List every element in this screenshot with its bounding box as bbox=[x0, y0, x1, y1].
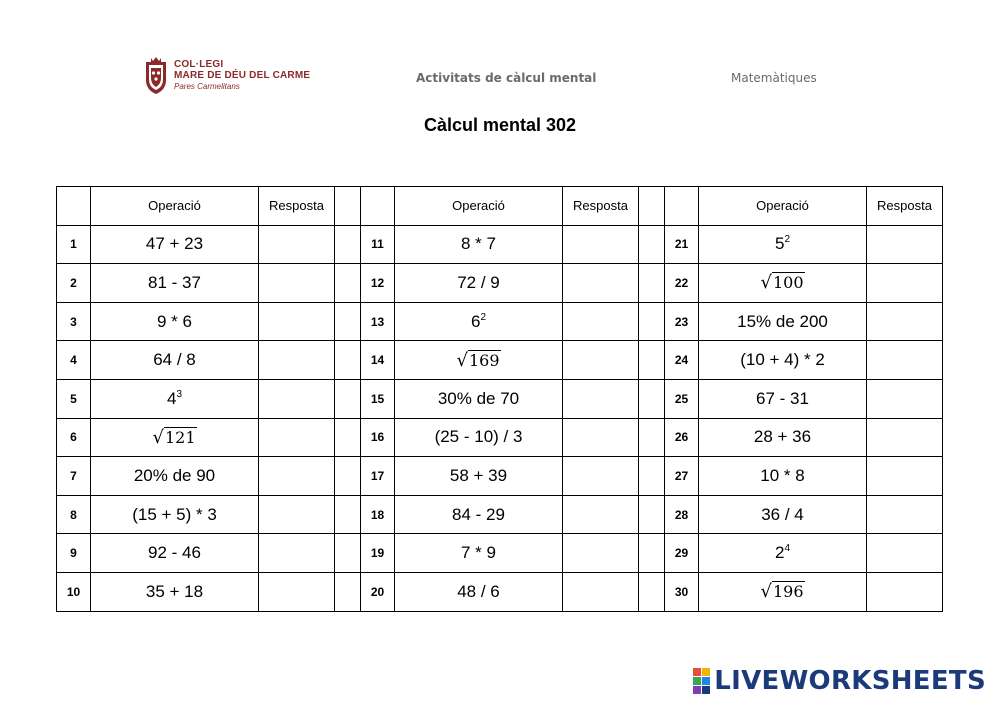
operation-text: 5 bbox=[774, 234, 785, 254]
subject-label: Matemàtiques bbox=[731, 71, 817, 85]
answer-cell[interactable] bbox=[259, 418, 335, 457]
exercise-operation bbox=[699, 379, 867, 418]
column-gap bbox=[335, 534, 361, 573]
exercise-operation bbox=[91, 379, 259, 418]
exercise-number: 26 bbox=[665, 418, 699, 457]
operation-text: 35 + 18 bbox=[145, 581, 204, 601]
exercise-number: 2 bbox=[57, 264, 91, 303]
exercise-number: 19 bbox=[361, 534, 395, 573]
column-gap bbox=[639, 495, 665, 534]
exercise-number: 25 bbox=[665, 379, 699, 418]
operation-text: 20% de 90 bbox=[133, 465, 216, 485]
exercise-operation bbox=[699, 457, 867, 496]
column-gap bbox=[639, 187, 665, 226]
answer-cell[interactable] bbox=[259, 341, 335, 380]
liveworksheets-text: LIVEWORKSHEETS bbox=[714, 666, 986, 696]
exponent: 2 bbox=[784, 234, 791, 246]
exercise-number: 15 bbox=[361, 379, 395, 418]
answer-cell[interactable] bbox=[563, 572, 639, 611]
header-number-cell bbox=[665, 187, 699, 226]
liveworksheets-watermark bbox=[693, 666, 986, 696]
header-answer: Resposta bbox=[867, 187, 943, 226]
header-number-cell bbox=[57, 187, 91, 226]
table-row bbox=[57, 302, 943, 341]
exercise-number: 3 bbox=[57, 302, 91, 341]
answer-cell[interactable] bbox=[867, 418, 943, 457]
column-gap bbox=[335, 302, 361, 341]
operation-text: 6 bbox=[470, 311, 481, 331]
header-number-cell bbox=[361, 187, 395, 226]
exercise-number: 8 bbox=[57, 495, 91, 534]
operation-text: 4 bbox=[166, 388, 177, 408]
school-name-line1: COL·LEGI bbox=[174, 59, 224, 70]
answer-cell[interactable] bbox=[867, 225, 943, 264]
answer-cell[interactable] bbox=[867, 341, 943, 380]
operation-text: 64 / 8 bbox=[153, 350, 196, 370]
exercise-operation bbox=[91, 341, 259, 380]
answer-cell[interactable] bbox=[867, 457, 943, 496]
square-root-expression bbox=[760, 582, 804, 601]
exercise-operation bbox=[91, 457, 259, 496]
answer-cell[interactable] bbox=[563, 457, 639, 496]
column-gap bbox=[639, 264, 665, 303]
radical-icon: √ bbox=[456, 349, 468, 371]
answer-cell[interactable] bbox=[867, 379, 943, 418]
exercise-operation bbox=[699, 534, 867, 573]
exercise-operation bbox=[91, 418, 259, 457]
exercise-operation bbox=[699, 264, 867, 303]
school-name-line2: MARE DE DÉU DEL CARME bbox=[174, 70, 311, 81]
answer-cell[interactable] bbox=[563, 225, 639, 264]
exercise-operation bbox=[699, 418, 867, 457]
operation-text: 2 bbox=[774, 543, 785, 563]
exponent: 4 bbox=[784, 543, 791, 555]
answer-cell[interactable] bbox=[867, 495, 943, 534]
column-gap bbox=[639, 341, 665, 380]
exercise-number: 9 bbox=[57, 534, 91, 573]
square-root-expression bbox=[152, 428, 196, 447]
answer-cell[interactable] bbox=[259, 495, 335, 534]
table-row bbox=[57, 341, 943, 380]
exercise-operation bbox=[395, 534, 563, 573]
header-operation: Operació bbox=[395, 187, 563, 226]
operation-text: 9 * 6 bbox=[157, 311, 192, 331]
operation-text: 28 + 36 bbox=[753, 427, 812, 447]
exponent: 2 bbox=[480, 311, 487, 323]
operation-text: 36 / 4 bbox=[761, 504, 804, 524]
answer-cell[interactable] bbox=[563, 264, 639, 303]
operation-text: 58 + 39 bbox=[449, 465, 508, 485]
column-gap bbox=[639, 379, 665, 418]
answer-cell[interactable] bbox=[259, 225, 335, 264]
column-gap bbox=[335, 495, 361, 534]
exercise-operation bbox=[395, 264, 563, 303]
operation-text: 7 * 9 bbox=[461, 543, 496, 563]
operation-text: 10 * 8 bbox=[760, 465, 805, 485]
exercise-operation bbox=[395, 302, 563, 341]
answer-cell[interactable] bbox=[867, 264, 943, 303]
exercise-number: 29 bbox=[665, 534, 699, 573]
exercise-operation bbox=[395, 225, 563, 264]
exercise-number: 4 bbox=[57, 341, 91, 380]
exercise-operation bbox=[699, 572, 867, 611]
exercise-operation bbox=[91, 572, 259, 611]
answer-cell[interactable] bbox=[259, 379, 335, 418]
answer-cell[interactable] bbox=[563, 302, 639, 341]
operation-text: (15 + 5) * 3 bbox=[132, 504, 217, 524]
column-gap bbox=[335, 418, 361, 457]
column-gap bbox=[335, 341, 361, 380]
operation-text: 67 - 31 bbox=[756, 388, 809, 408]
exercise-number: 5 bbox=[57, 379, 91, 418]
answer-cell[interactable] bbox=[259, 302, 335, 341]
answer-cell[interactable] bbox=[563, 418, 639, 457]
exercise-operation bbox=[91, 534, 259, 573]
table-row bbox=[57, 457, 943, 496]
exercise-operation bbox=[699, 302, 867, 341]
operation-text: 84 - 29 bbox=[452, 504, 505, 524]
column-gap bbox=[335, 264, 361, 303]
column-gap bbox=[335, 379, 361, 418]
exercise-operation bbox=[395, 418, 563, 457]
answer-cell[interactable] bbox=[563, 379, 639, 418]
table-row bbox=[57, 225, 943, 264]
operation-text: 48 / 6 bbox=[457, 581, 500, 601]
answer-cell[interactable] bbox=[867, 534, 943, 573]
operation-text: (25 - 10) / 3 bbox=[434, 427, 523, 447]
exercise-operation bbox=[91, 302, 259, 341]
table-row bbox=[57, 534, 943, 573]
document-header bbox=[143, 56, 843, 100]
square-root-expression bbox=[456, 351, 500, 370]
operation-text: 15% de 200 bbox=[737, 311, 828, 331]
exponent: 3 bbox=[176, 388, 183, 400]
table-row bbox=[57, 264, 943, 303]
operation-text: 47 + 23 bbox=[145, 234, 204, 254]
operation-text: 72 / 9 bbox=[457, 272, 500, 292]
radical-icon: √ bbox=[760, 272, 772, 294]
column-gap bbox=[639, 302, 665, 341]
exercise-number: 11 bbox=[361, 225, 395, 264]
column-gap bbox=[639, 572, 665, 611]
exercise-operation bbox=[91, 264, 259, 303]
operation-text: 81 - 37 bbox=[148, 272, 201, 292]
answer-cell[interactable] bbox=[259, 457, 335, 496]
header-answer: Resposta bbox=[259, 187, 335, 226]
header-answer: Resposta bbox=[563, 187, 639, 226]
exercise-number: 23 bbox=[665, 302, 699, 341]
header-operation: Operació bbox=[91, 187, 259, 226]
operation-text: 30% de 70 bbox=[437, 388, 520, 408]
answer-cell[interactable] bbox=[563, 534, 639, 573]
exercise-number: 13 bbox=[361, 302, 395, 341]
column-gap bbox=[639, 418, 665, 457]
table-row bbox=[57, 418, 943, 457]
header-operation: Operació bbox=[699, 187, 867, 226]
table-row bbox=[57, 379, 943, 418]
exercise-number: 12 bbox=[361, 264, 395, 303]
page-title: Càlcul mental 302 bbox=[423, 115, 577, 135]
school-name-line3: Pares Carmelitans bbox=[174, 82, 240, 91]
column-gap bbox=[335, 187, 361, 226]
radicand: 100 bbox=[772, 273, 804, 293]
exercise-table bbox=[56, 186, 943, 612]
exercise-operation bbox=[91, 495, 259, 534]
table-row bbox=[57, 495, 943, 534]
answer-cell[interactable] bbox=[563, 341, 639, 380]
exercise-number: 10 bbox=[57, 572, 91, 611]
square-root-expression bbox=[760, 273, 804, 292]
exercise-operation bbox=[395, 341, 563, 380]
column-gap bbox=[335, 225, 361, 264]
exercise-operation bbox=[395, 495, 563, 534]
exercise-operation bbox=[91, 225, 259, 264]
answer-cell[interactable] bbox=[867, 302, 943, 341]
radicand: 169 bbox=[468, 350, 500, 370]
answer-cell[interactable] bbox=[563, 495, 639, 534]
radicand: 196 bbox=[772, 582, 804, 602]
exercise-number: 14 bbox=[361, 341, 395, 380]
exercise-number: 28 bbox=[665, 495, 699, 534]
exercise-operation bbox=[699, 341, 867, 380]
exercise-number: 20 bbox=[361, 572, 395, 611]
column-gap bbox=[335, 572, 361, 611]
column-gap bbox=[335, 457, 361, 496]
exercise-number: 18 bbox=[361, 495, 395, 534]
operation-text: 8 * 7 bbox=[461, 234, 496, 254]
exercise-number: 21 bbox=[665, 225, 699, 264]
exercise-number: 30 bbox=[665, 572, 699, 611]
answer-cell[interactable] bbox=[867, 572, 943, 611]
exercise-number: 17 bbox=[361, 457, 395, 496]
exercise-number: 1 bbox=[57, 225, 91, 264]
exercise-operation bbox=[395, 379, 563, 418]
operation-text: 92 - 46 bbox=[148, 543, 201, 563]
exercise-operation bbox=[395, 457, 563, 496]
exercise-operation bbox=[699, 495, 867, 534]
table-header-row bbox=[57, 187, 943, 226]
column-gap bbox=[639, 225, 665, 264]
answer-cell[interactable] bbox=[259, 264, 335, 303]
answer-cell[interactable] bbox=[259, 572, 335, 611]
radical-icon: √ bbox=[152, 426, 164, 448]
exercise-number: 6 bbox=[57, 418, 91, 457]
exercise-number: 16 bbox=[361, 418, 395, 457]
exercise-operation bbox=[395, 572, 563, 611]
exercise-number: 24 bbox=[665, 341, 699, 380]
operation-text: (10 + 4) * 2 bbox=[740, 350, 825, 370]
column-gap bbox=[639, 534, 665, 573]
exercise-number: 22 bbox=[665, 264, 699, 303]
column-gap bbox=[639, 457, 665, 496]
answer-cell[interactable] bbox=[259, 534, 335, 573]
exercise-number: 27 bbox=[665, 457, 699, 496]
school-crest-icon bbox=[143, 56, 169, 96]
table-row bbox=[57, 572, 943, 611]
school-name bbox=[174, 59, 310, 92]
radicand: 121 bbox=[164, 427, 196, 447]
liveworksheets-logo-icon bbox=[693, 668, 710, 694]
radical-icon: √ bbox=[760, 581, 772, 603]
activity-label: Activitats de càlcul mental bbox=[416, 71, 597, 85]
exercise-operation bbox=[699, 225, 867, 264]
exercise-number: 7 bbox=[57, 457, 91, 496]
